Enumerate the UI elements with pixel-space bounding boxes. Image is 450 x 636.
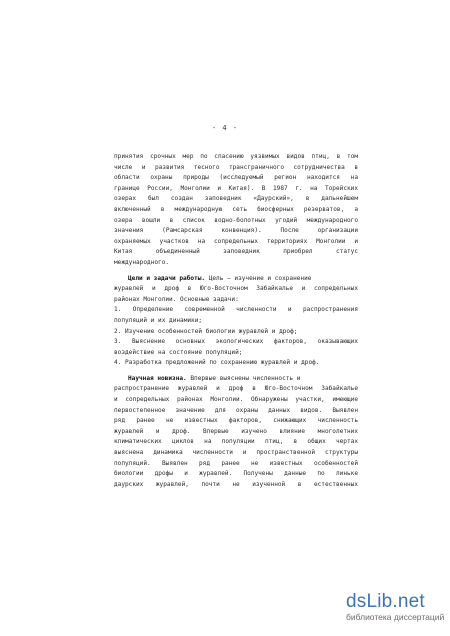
novelty-line: даурских журавлей, почти не изученной в естественных — [114, 480, 358, 488]
task-item: 4. Разработка предложений по сохранению журавлей и дроф. — [114, 359, 320, 367]
goals-first-line — [114, 274, 358, 285]
novelty-heading: Научная новизна. — [128, 374, 187, 382]
novelty-line: первостепенное значение для охраны данных видов. Выявлен — [114, 406, 358, 414]
novelty-line: журавлей и дроф. Впервые изучено влияние многолетних — [114, 427, 358, 435]
paragraph-line: Китая объединенный заповедник приобрел статус — [114, 248, 358, 256]
novelty-line: Впервые выяснены численность и — [186, 374, 301, 382]
novelty-line: биологии дрофы и журавлей. Получены данные по линьке — [114, 470, 358, 478]
paragraph-line: числе и развития тесного трансграничного сотрудничества в — [114, 163, 358, 171]
task-item: воздействие на состояние популяций; — [114, 348, 243, 356]
novelty-line: распространение журавлей и дроф в Юго-Восточном Забайкалье — [114, 385, 358, 393]
body-text — [114, 152, 358, 490]
goals-heading: Цели и задачи работы. — [128, 274, 206, 282]
paragraph-line: охраняемых участков на сопредельных территориях Монголии и — [114, 237, 358, 245]
page-number: - 4 - — [211, 124, 239, 132]
task-item: 2. Изучение особенностей биологии журавлей и дроф; — [114, 327, 298, 335]
paragraph-line: включенный в международную сеть биосферных резерватов, а — [114, 205, 358, 213]
goals-line: районах Монголии. Основные задачи: — [114, 295, 239, 303]
dslib-watermark[interactable] — [346, 592, 446, 623]
paragraph-line: значения (Рамсарская конвенция). После организации — [114, 227, 358, 235]
paragraph-line: озерах был создан заповедник «Даурский», в дальнейшем — [114, 195, 358, 203]
dslib-logo[interactable]: dsLib.net — [346, 591, 425, 612]
paragraph-line: области охраны природы (исследуемый регион находится на — [114, 174, 358, 182]
novelty-line: ряд ранее не известных факторов, снижающих численность — [114, 417, 358, 425]
goals-line: журавлей и дроф в Юго-Восточном Забайкалье и сопредельных — [114, 285, 358, 293]
novelty-line: и сопредельных районах Монголии. Обнаружены участки, имеющие — [114, 396, 358, 404]
novelty-line: популяций. Выявлен ряд ранее не известных особенностей — [114, 459, 358, 467]
task-item: 3. Выяснение основных экологических факторов, оказывающих — [114, 338, 358, 346]
paragraph-line: озера вошли в список водно-болотных угодий международного — [114, 216, 358, 224]
novelty-line: выяснена динамика численности и пространственной структуры — [114, 449, 358, 457]
paragraph-line: принятия срочных мер по спасению уязвимых видов птиц, в том — [114, 153, 358, 160]
paragraph-line: границе России, Монголии и Китая). В 1987 г. на Торейских — [114, 184, 358, 192]
task-item: популяций и их динамики; — [114, 316, 203, 324]
novelty-line: климатических циклов на популяции птиц, в общих чертах — [114, 438, 358, 446]
task-item: 1. Определение современной численности и распространения — [114, 306, 358, 314]
goals-line: Цель – изучение и сохранение — [205, 274, 312, 282]
novelty-first-line — [114, 374, 358, 385]
dslib-tagline: библиотека диссертаций — [346, 612, 445, 622]
paragraph-line: международного. — [114, 258, 170, 266]
